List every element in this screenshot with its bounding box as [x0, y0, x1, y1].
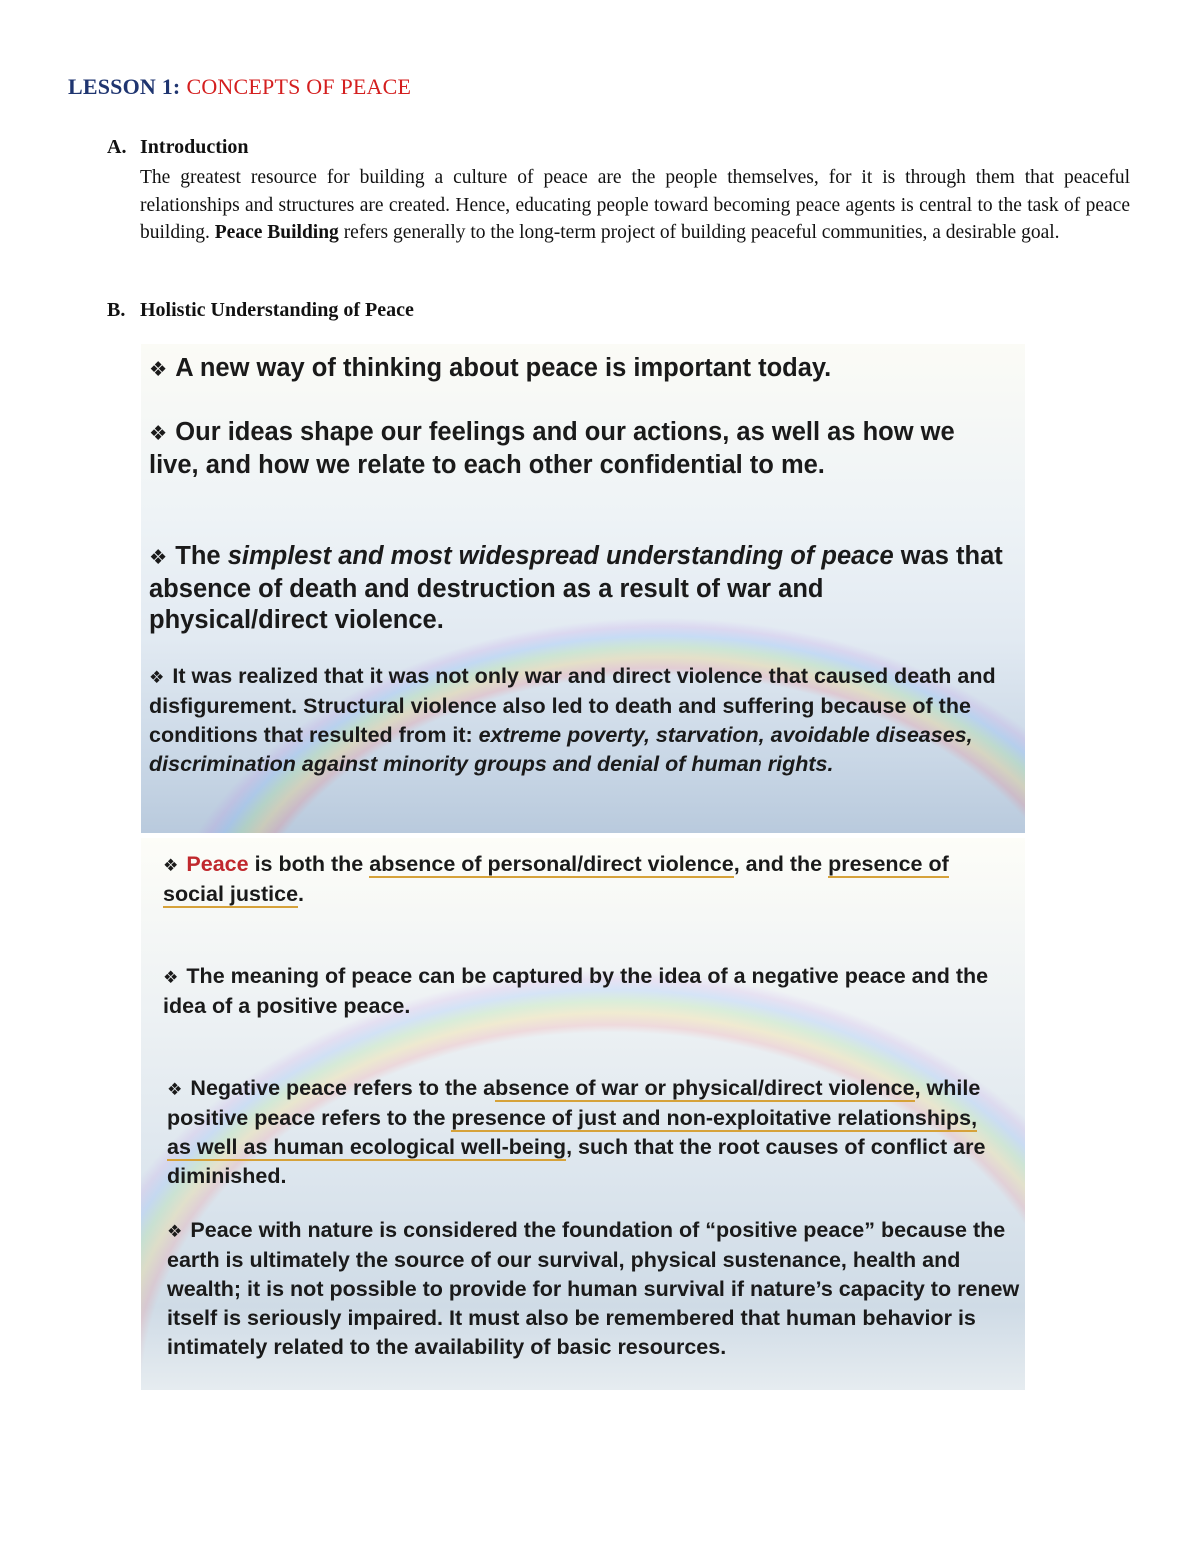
section-b-title: Holistic Understanding of Peace — [140, 299, 414, 321]
slide2-bullet-2-text: The meaning of peace can be captured by the idea of a negative peace and the idea of a positive peace. — [163, 964, 989, 1018]
diamond-bullet-icon: ❖ — [149, 667, 165, 687]
slide2-bullet-3-text-b: , while positive peace refers to the — [167, 1076, 981, 1130]
slide2-bullet-1-text-c: . — [298, 882, 305, 906]
slide-image-1 — [141, 344, 1025, 833]
slide2-bullet-3-underlined-2: presence of just and non-exploitative relationships, as well as human ecological well-being — [167, 1106, 978, 1159]
intro-text-2: refers generally to the long-term project of building peaceful communities, a desirable goal. — [338, 222, 1060, 243]
section-a-heading — [107, 136, 249, 159]
slide2-bullet-3-text-a: Negative peace refers to the a — [190, 1076, 496, 1100]
diamond-bullet-icon: ❖ — [149, 547, 168, 569]
intro-bold-term: Peace Building — [214, 222, 339, 243]
section-a-title: Introduction — [140, 136, 249, 158]
diamond-bullet-icon: ❖ — [149, 359, 168, 381]
introduction-paragraph — [140, 164, 1130, 247]
slide-image-2 — [141, 838, 1025, 1390]
slide2-bullet-3-text-c: , such that the root causes of conflict are diminished. — [167, 1135, 986, 1188]
lesson-label: LESSON 1: — [68, 74, 181, 99]
lesson-title — [68, 74, 411, 100]
slide1-bullet-3-italic: simplest and most widespread understanding of peace — [227, 542, 894, 570]
diamond-bullet-icon: ❖ — [149, 423, 168, 445]
slide1-bullet-4 — [149, 662, 1021, 779]
slide1-bullet-2 — [149, 417, 1009, 481]
slide2-bullet-4 — [167, 1216, 1023, 1362]
slide1-bullet-4-italic: extreme poverty, starvation, avoidable diseases, discrimination against minority groups and denial of human rights. — [149, 723, 973, 776]
slide2-bullet-1 — [163, 850, 1003, 909]
slide1-bullet-4-text: It was realized that it was not only war and direct violence that caused death and disfigurement. Structural violence also led to death and suffering because of the conditions that resulted from it: — [149, 664, 996, 747]
slide1-bullet-2-text: Our ideas shape our feelings and our actions, as well as how we live, and how we relate to each other confidential to me. — [149, 418, 955, 479]
diamond-bullet-icon: ❖ — [167, 1079, 183, 1099]
slide2-peace-term: Peace — [186, 852, 249, 876]
slide2-bullet-2 — [163, 962, 1003, 1021]
slide2-bullet-4-text: Peace with nature is considered the foundation of “positive peace” because the earth is ultimately the source of our survival, physical sustenance, health and wealth; it is not possible to provide for human survival if nature’s capacity to renew itself is seriously impaired. It must also be remembered that human behavior is intimately related to the availability of basic resources. — [167, 1218, 1020, 1359]
slide1-bullet-3-text-b: was that absence of death and destruction as a result of war and physical/direct violence. — [149, 542, 1003, 634]
slide1-bullet-1 — [149, 353, 1025, 386]
slide1-bullet-3 — [149, 541, 1009, 636]
section-b-letter: B. — [107, 299, 126, 321]
section-a-letter: A. — [107, 136, 127, 158]
diamond-bullet-icon: ❖ — [167, 1221, 183, 1241]
intro-text-1: The greatest resource for building a culture of peace are the people themselves, for it is through them that peaceful relationships and structures are created. Hence, educating people toward becoming peace agents is central to the task of peace building. — [140, 167, 1130, 243]
slide1-bullet-3-text-a: The — [175, 542, 228, 570]
slide2-bullet-1-text-a: is both the — [248, 852, 370, 876]
section-b-heading — [107, 299, 414, 322]
diamond-bullet-icon: ❖ — [163, 855, 179, 875]
slide1-bullet-1-text: A new way of thinking about peace is important today. — [175, 354, 832, 382]
lesson-heading: CONCEPTS OF PEACE — [186, 74, 412, 99]
slide2-bullet-3-underlined-1: bsence of war or physical/direct violence — [495, 1076, 915, 1100]
slide2-bullet-1-underlined-2: presence of social justice — [163, 852, 949, 906]
diamond-bullet-icon: ❖ — [163, 967, 179, 987]
slide2-bullet-1-underlined-1: absence of personal/direct violence — [369, 852, 734, 876]
slide2-bullet-1-text-b: , and the — [733, 852, 829, 876]
slide2-bullet-3 — [167, 1074, 987, 1191]
